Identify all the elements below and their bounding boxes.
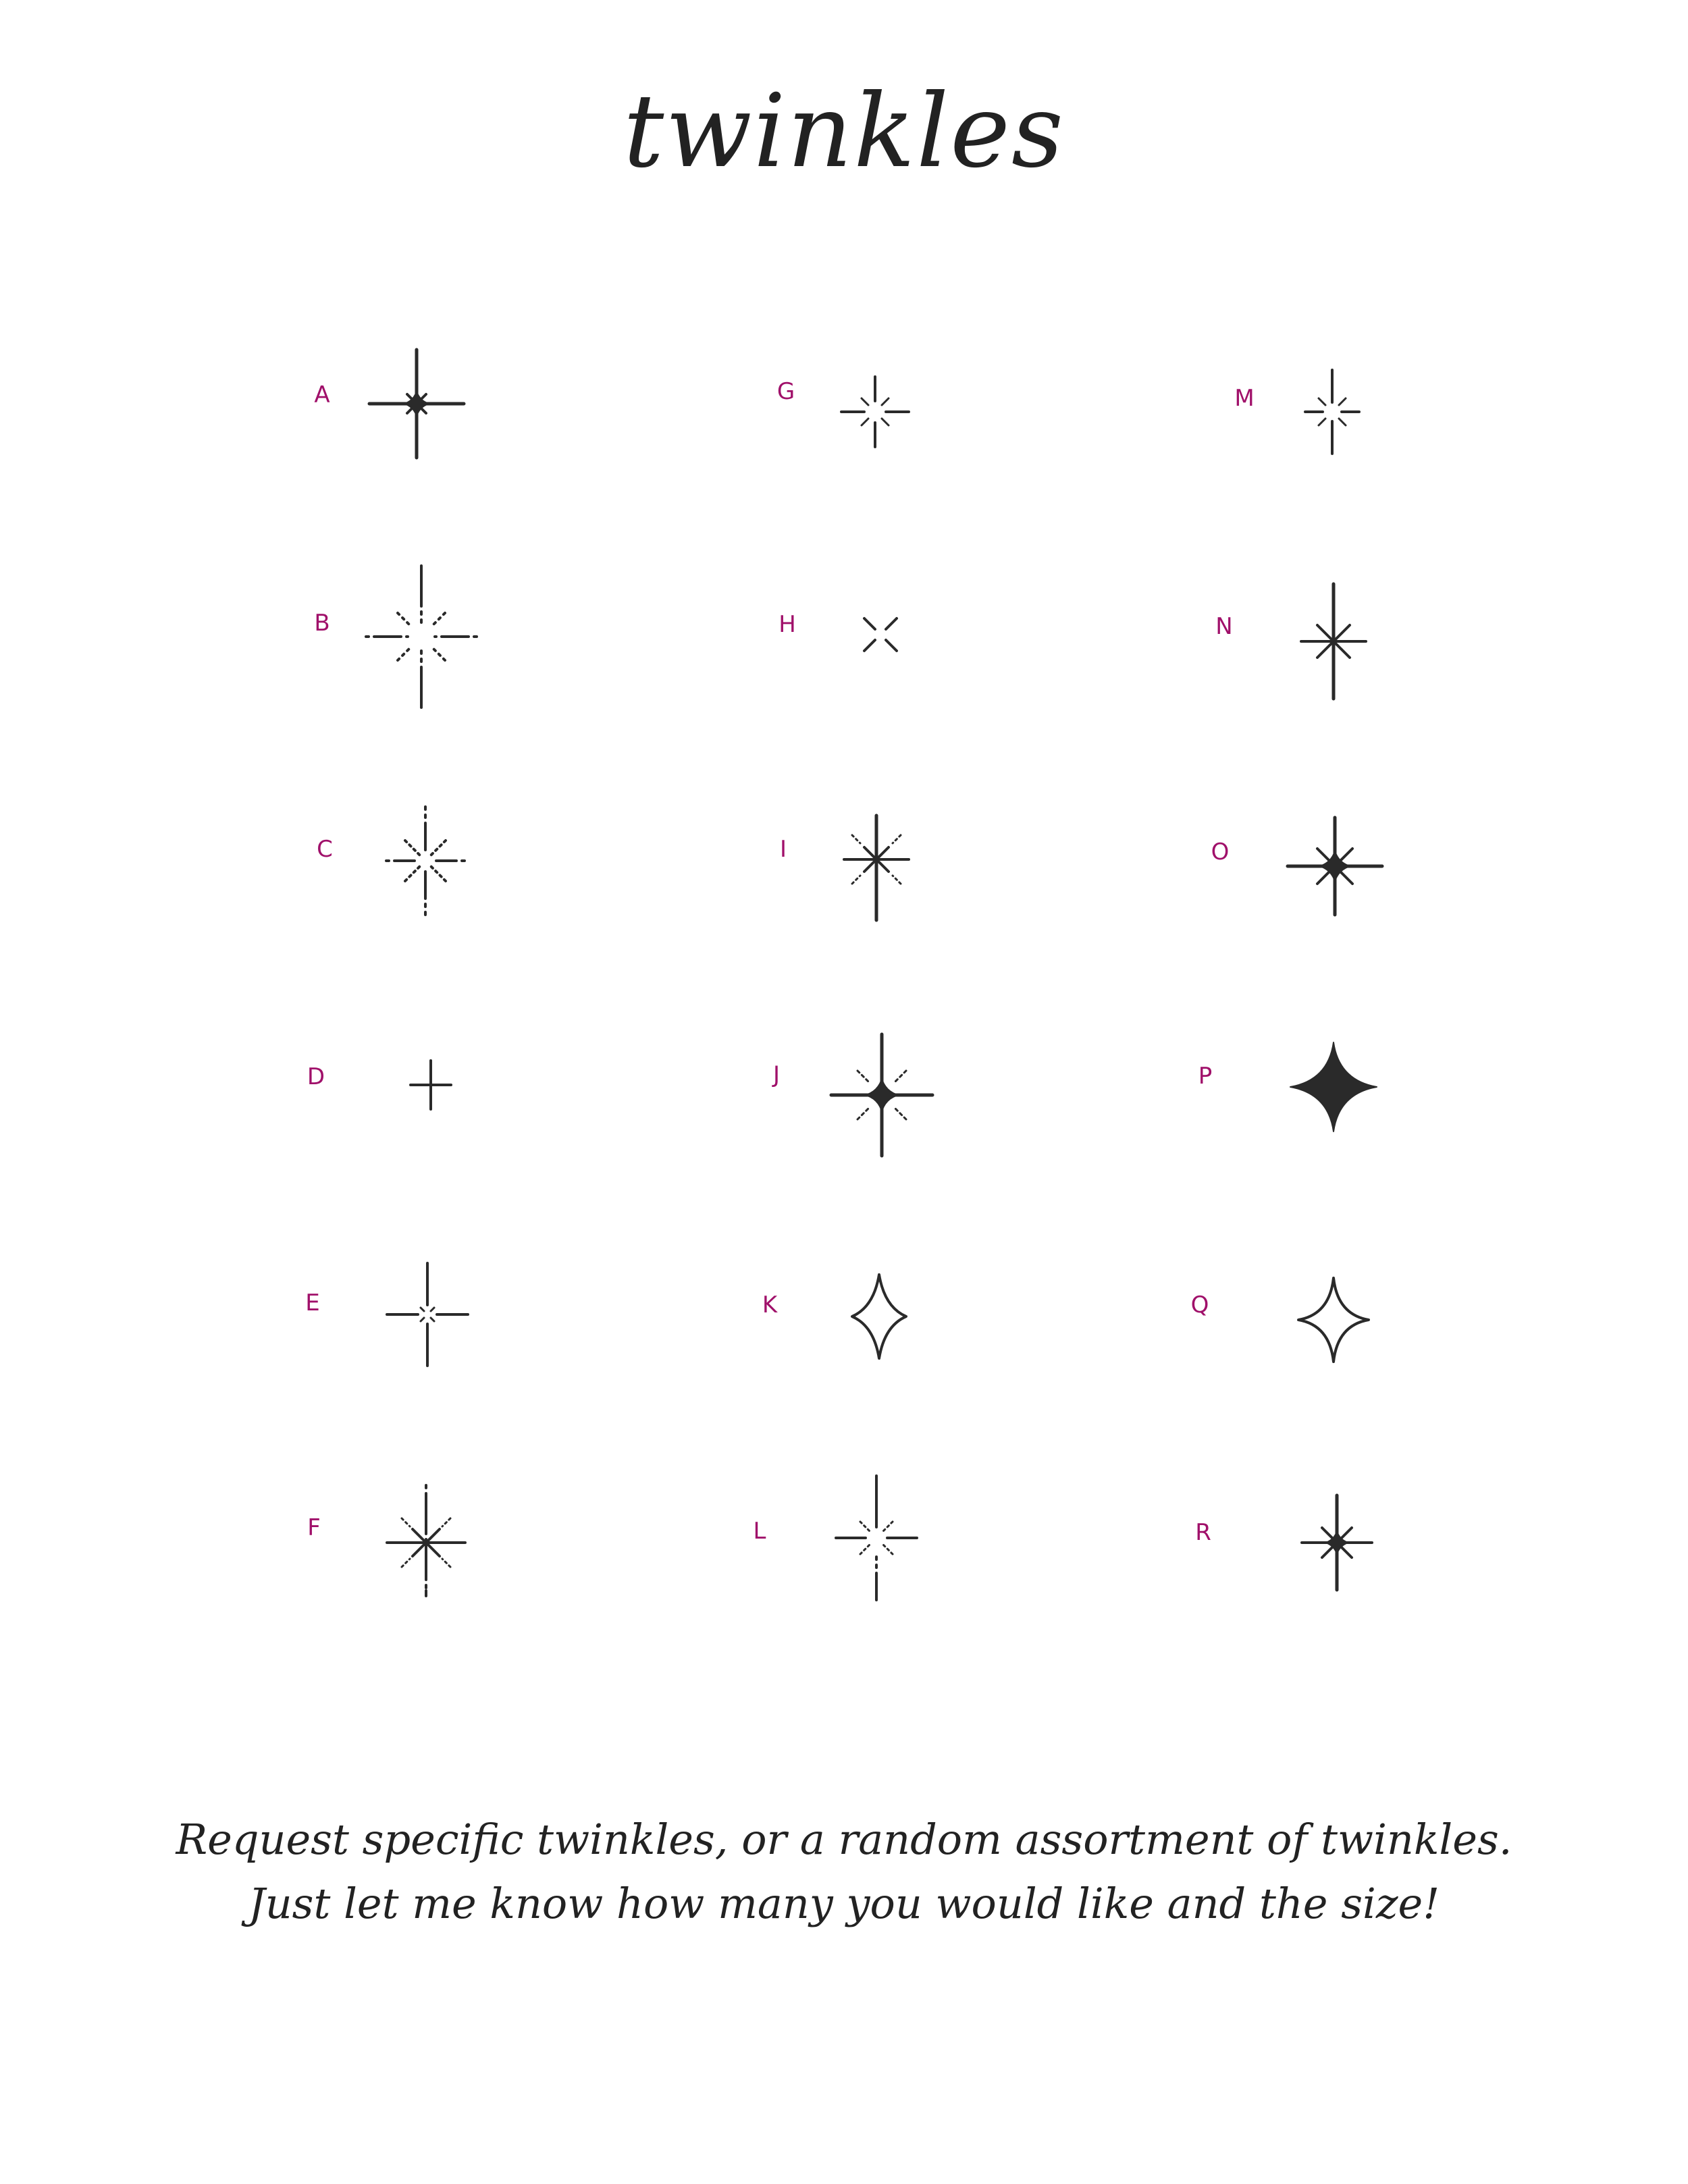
eight-point-star-icon bbox=[1254, 785, 1416, 947]
twinkle-label-l: L bbox=[753, 1518, 766, 1545]
cross-sparkle-icon bbox=[346, 1233, 508, 1395]
rayed-star-icon bbox=[795, 778, 957, 940]
gap-sparkle-icon bbox=[794, 331, 956, 493]
outline-four-point-star-icon bbox=[1252, 1239, 1415, 1401]
twinkle-label-h: H bbox=[779, 611, 796, 638]
twinkle-label-o: O bbox=[1211, 838, 1230, 865]
note-line-2: Just let me know how many you would like and the size! bbox=[248, 1879, 1440, 1928]
dotted-cross-icon bbox=[795, 1457, 957, 1619]
twinkle-label-q: Q bbox=[1190, 1291, 1209, 1319]
twinkle-label-i: I bbox=[779, 836, 787, 863]
six-point-star-icon bbox=[1252, 560, 1415, 722]
twinkle-label-n: N bbox=[1215, 613, 1233, 640]
twinkle-label-b: B bbox=[314, 610, 330, 637]
twinkle-label-e: E bbox=[305, 1289, 320, 1316]
filled-four-point-star-icon bbox=[1252, 1006, 1415, 1168]
dotted-sparkle-icon bbox=[340, 556, 502, 718]
twinkle-label-p: P bbox=[1198, 1063, 1213, 1090]
x-rays-icon bbox=[799, 554, 961, 716]
small-cross-icon bbox=[350, 1004, 512, 1166]
outline-diamond-star-icon bbox=[798, 1235, 960, 1397]
twinkle-label-f: F bbox=[307, 1514, 321, 1541]
dotted-burst-icon bbox=[344, 780, 506, 942]
bold-sparkle-icon bbox=[801, 1014, 963, 1176]
twinkle-label-a: A bbox=[314, 381, 330, 408]
page-title: twinkles bbox=[623, 73, 1065, 190]
twinkle-label-j: J bbox=[772, 1061, 781, 1088]
thin-star-icon bbox=[1256, 1462, 1418, 1624]
twinkle-label-d: D bbox=[307, 1063, 325, 1090]
twinkle-label-m: M bbox=[1234, 385, 1255, 412]
sparkle-star-icon bbox=[336, 323, 498, 485]
twinkle-label-c: C bbox=[317, 836, 333, 863]
twinkle-label-r: R bbox=[1195, 1519, 1211, 1546]
note-line-1: Request specific twinkles, or a random assortment of twinkles. bbox=[176, 1815, 1512, 1864]
twinkle-label-k: K bbox=[762, 1291, 778, 1319]
twinkle-label-g: G bbox=[776, 378, 795, 405]
small-gap-sparkle-icon bbox=[1251, 331, 1413, 493]
dotted-star-icon bbox=[345, 1462, 507, 1624]
